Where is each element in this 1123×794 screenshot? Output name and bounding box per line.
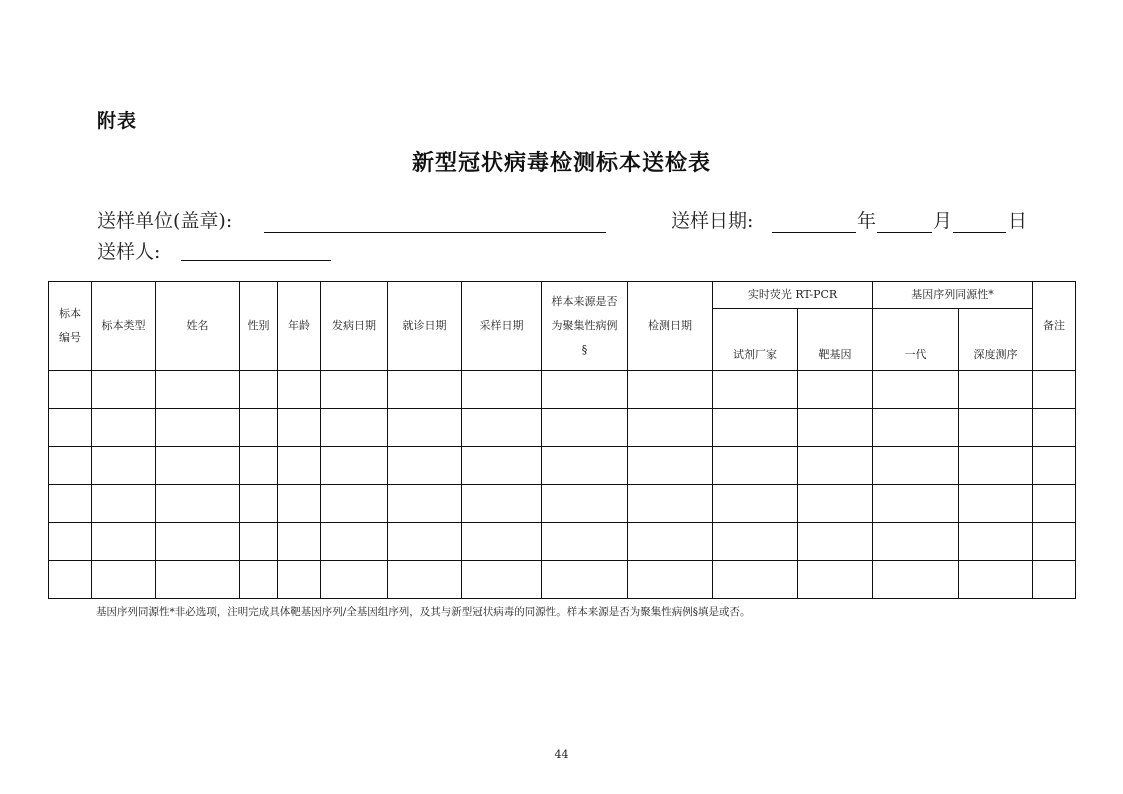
table-cell[interactable] xyxy=(321,447,388,485)
table-cell[interactable] xyxy=(388,561,462,599)
table-cell[interactable] xyxy=(49,485,92,523)
header-homology-first-gen: 一代 xyxy=(873,309,959,371)
table-cell[interactable] xyxy=(156,409,240,447)
table-cell[interactable] xyxy=(321,485,388,523)
table-cell[interactable] xyxy=(462,485,542,523)
table-cell[interactable] xyxy=(542,485,628,523)
table-cell[interactable] xyxy=(959,447,1033,485)
table-cell[interactable] xyxy=(278,447,321,485)
table-cell[interactable] xyxy=(713,523,798,561)
table-cell[interactable] xyxy=(542,409,628,447)
document-title: 新型冠状病毒检测标本送检表 xyxy=(411,151,711,176)
table-cell[interactable] xyxy=(798,409,873,447)
table-cell[interactable] xyxy=(240,371,278,409)
table-cell[interactable] xyxy=(959,523,1033,561)
table-body xyxy=(49,371,1076,599)
header-specimen-type: 标本类型 xyxy=(92,282,156,371)
table-cell[interactable] xyxy=(462,447,542,485)
month-field[interactable] xyxy=(877,232,932,233)
table-row xyxy=(49,561,1076,599)
table-cell[interactable] xyxy=(321,561,388,599)
table-cell[interactable] xyxy=(542,561,628,599)
table-cell[interactable] xyxy=(92,447,156,485)
table-row xyxy=(49,371,1076,409)
specimen-table xyxy=(48,281,1076,599)
table-cell[interactable] xyxy=(388,485,462,523)
header-specimen-no-line1: 标本 xyxy=(59,307,81,320)
page-number: 44 xyxy=(554,748,569,761)
table-cell[interactable] xyxy=(388,371,462,409)
table-cell[interactable] xyxy=(1033,409,1076,447)
table-row xyxy=(49,485,1076,523)
table-cell[interactable] xyxy=(959,371,1033,409)
table-cell[interactable] xyxy=(628,561,713,599)
table-cell[interactable] xyxy=(1033,485,1076,523)
table-cell[interactable] xyxy=(873,561,959,599)
table-cell[interactable] xyxy=(321,409,388,447)
header-homology-deep-seq: 深度测序 xyxy=(959,309,1033,371)
table-cell[interactable] xyxy=(542,447,628,485)
table-cell[interactable] xyxy=(798,447,873,485)
table-cell[interactable] xyxy=(156,561,240,599)
header-homology-group: 基因序列同源性* xyxy=(873,282,1033,309)
header-onset-date: 发病日期 xyxy=(321,282,388,371)
year-field[interactable] xyxy=(772,232,856,233)
day-field[interactable] xyxy=(953,232,1006,233)
header-specimen-no-line2: 编号 xyxy=(59,331,81,344)
table-cell[interactable] xyxy=(462,409,542,447)
header-rtpcr-manufacturer: 试剂厂家 xyxy=(713,309,798,371)
table-cell[interactable] xyxy=(156,523,240,561)
table-cell[interactable] xyxy=(959,409,1033,447)
table-cell[interactable] xyxy=(873,371,959,409)
table-cell[interactable] xyxy=(49,447,92,485)
header-sex: 性别 xyxy=(240,282,278,371)
table-cell[interactable] xyxy=(873,485,959,523)
table-cell[interactable] xyxy=(873,523,959,561)
table-cell[interactable] xyxy=(388,409,462,447)
footnote: 基因序列同源性*非必选项，注明完成具体靶基因序列/全基因组序列，及其与新型冠状病毒的同源性。样本来源是否为聚集性病例§填是或否。 xyxy=(96,606,751,618)
day-label: 日 xyxy=(1008,210,1028,232)
table-cell[interactable] xyxy=(240,409,278,447)
table-cell[interactable] xyxy=(92,561,156,599)
header-test-date: 检测日期 xyxy=(628,282,713,371)
table-cell[interactable] xyxy=(278,561,321,599)
table-cell[interactable] xyxy=(713,485,798,523)
table-cell[interactable] xyxy=(1033,523,1076,561)
header-age: 年龄 xyxy=(278,282,321,371)
table-cell[interactable] xyxy=(278,523,321,561)
header-rtpcr-group: 实时荧光 RT-PCR xyxy=(713,282,873,309)
table-cell[interactable] xyxy=(240,447,278,485)
table-cell[interactable] xyxy=(388,523,462,561)
header-name: 姓名 xyxy=(156,282,240,371)
table-cell[interactable] xyxy=(156,447,240,485)
table-cell[interactable] xyxy=(92,409,156,447)
table-cell[interactable] xyxy=(240,561,278,599)
sender-label: 送样人: xyxy=(97,241,161,263)
header-sampling-date: 采样日期 xyxy=(462,282,542,371)
table-cell[interactable] xyxy=(278,409,321,447)
table-cell[interactable] xyxy=(628,409,713,447)
table-cell[interactable] xyxy=(873,447,959,485)
table-cell[interactable] xyxy=(156,485,240,523)
table-cell[interactable] xyxy=(462,561,542,599)
table-cell[interactable] xyxy=(798,523,873,561)
table-cell[interactable] xyxy=(156,371,240,409)
table-cell[interactable] xyxy=(798,371,873,409)
table-cell[interactable] xyxy=(628,447,713,485)
month-label: 月 xyxy=(933,210,953,232)
table-row xyxy=(49,523,1076,561)
table-cell[interactable] xyxy=(49,561,92,599)
header-visit-date: 就诊日期 xyxy=(388,282,462,371)
header-cluster-line3: § xyxy=(581,343,588,356)
table-cell[interactable] xyxy=(92,523,156,561)
table-cell[interactable] xyxy=(628,371,713,409)
table-cell[interactable] xyxy=(240,485,278,523)
table-cell[interactable] xyxy=(92,485,156,523)
table-cell[interactable] xyxy=(1033,371,1076,409)
year-label: 年 xyxy=(857,210,877,232)
table-cell[interactable] xyxy=(321,371,388,409)
table-cell[interactable] xyxy=(462,371,542,409)
table-cell[interactable] xyxy=(388,447,462,485)
table-cell[interactable] xyxy=(873,409,959,447)
header-rtpcr-target-gene: 靶基因 xyxy=(798,309,873,371)
table-cell[interactable] xyxy=(278,485,321,523)
table-cell[interactable] xyxy=(798,485,873,523)
table-cell[interactable] xyxy=(628,485,713,523)
table-cell[interactable] xyxy=(240,523,278,561)
table-cell[interactable] xyxy=(1033,561,1076,599)
table-cell[interactable] xyxy=(92,371,156,409)
header-specimen-no xyxy=(49,282,92,371)
table-cell[interactable] xyxy=(713,561,798,599)
table-row xyxy=(49,447,1076,485)
header-remarks: 备注 xyxy=(1033,282,1076,371)
header-cluster-line2: 为聚集性病例 xyxy=(551,319,618,332)
table-cell[interactable] xyxy=(278,371,321,409)
table-cell[interactable] xyxy=(542,523,628,561)
table-cell[interactable] xyxy=(713,409,798,447)
sender-field[interactable] xyxy=(181,260,331,261)
sending-unit-field[interactable] xyxy=(264,232,606,233)
table-cell[interactable] xyxy=(49,409,92,447)
sending-date-label: 送样日期: xyxy=(671,210,754,232)
table-cell[interactable] xyxy=(1033,447,1076,485)
table-cell[interactable] xyxy=(959,561,1033,599)
sending-unit-label: 送样单位(盖章): xyxy=(97,210,233,232)
table-cell[interactable] xyxy=(798,561,873,599)
table-cell[interactable] xyxy=(321,523,388,561)
header-cluster-case xyxy=(542,282,628,371)
header-cluster-line1: 样本来源是否 xyxy=(551,295,618,308)
table-cell[interactable] xyxy=(49,523,92,561)
appendix-label: 附表 xyxy=(97,110,138,132)
table-cell[interactable] xyxy=(49,371,92,409)
table-cell[interactable] xyxy=(462,523,542,561)
table-row xyxy=(49,409,1076,447)
table-cell[interactable] xyxy=(713,371,798,409)
table-cell[interactable] xyxy=(713,447,798,485)
table-cell[interactable] xyxy=(628,523,713,561)
table-cell[interactable] xyxy=(542,371,628,409)
table-cell[interactable] xyxy=(959,485,1033,523)
